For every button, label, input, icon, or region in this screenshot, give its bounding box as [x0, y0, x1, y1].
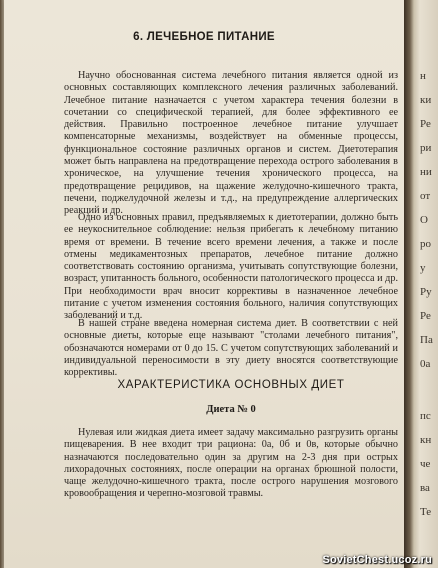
facing-page-fragment: Ре [420, 118, 431, 130]
facing-page-fragment: ва [420, 482, 430, 494]
facing-page-edge [404, 0, 438, 568]
facing-page-fragment: ри [420, 142, 432, 154]
facing-page-fragment: 0а [420, 358, 431, 370]
facing-page-fragment: Ру [420, 286, 432, 298]
facing-page-fragment: н [420, 70, 426, 82]
facing-page-fragment: Па [420, 334, 433, 346]
facing-page-fragment: Те [420, 506, 432, 518]
facing-page-fragment: ро [420, 238, 431, 250]
paragraph-diet-zero: Нулевая или жидкая диета имеет задачу максимально разгрузить органы пищеварения. В нее входит три рациона: 0а, 0б и 0в, которые обычно назначаются последовательно один за другим на 2-3 дня при острых лихорадочных состояниях, после операции на органах брюшной полости, чаще желудочно-кишечного тракта, после острого нарушения мозгового кровообращения и черепно-мозговой травмы. [64, 427, 398, 500]
paragraph-diet-system: В нашей стране введена номерная система диет. В соответствии с ней основные диеты, которые еще называют "столами лечебного питания", обозначаются номерами от 0 до 15. С учетом сопутствующих заболеваний и индивидуальной переносимости в эту диету вносятся соответствующие коррективы. [64, 318, 398, 379]
section-heading: ХАРАКТЕРИСТИКА ОСНОВНЫХ ДИЕТ [117, 379, 345, 391]
facing-page-fragment: пс [420, 410, 431, 422]
chapter-title: 6. ЛЕЧЕБНОЕ ПИТАНИЕ [133, 31, 275, 43]
facing-page-fragment: Ре [420, 310, 431, 322]
facing-page-fragment: кн [420, 434, 432, 446]
diet-heading: Диета № 0 [206, 404, 256, 415]
facing-page-fragment: О [420, 214, 428, 226]
site-watermark: SovietChest.ucoz.ru [322, 554, 432, 566]
paragraph-rules: Одно из основных правил, предъявляемых к диетотерапии, должно быть ее неукоснительное соблюдение: нельзя прибегать к лечебному питанию время от времени. В течение всего времени лечения, а также и после отмены медикаментозных препаратов, лечебное питание должно соответствовать состоянию организма, учитывать сопутствующие болезни, возраст, упитанность больного, особенности патологического процесса и др. При необходимости врач вносит коррективы в назначенное лечебное питание с учетом изменения состояния больного, наличия сопутствующих заболеваний и т.д. [64, 212, 398, 322]
paragraph-intro: Научно обоснованная система лечебного питания является одной из основных составляющих комплексного лечения различных заболеваний. Лечебное питание назначается с учетом характера течения болезни в сочетании со специфической терапией, для более эффективного ее действия. Правильно построенное лечебное питание улучшает компенсаторные механизмы, воздействует на обменные процессы, функциональное состояние различных органов и систем. Диетотерапия может быть направлена на предотвращение перехода острого заболевания в хроническое, на улучшение течения хронического процесса, на предотвращение рецидивов, на щажение желудочно-кишечного тракта, печени, поджелудочной железы и т.д., на предупреждение аллергических реакций и др. [64, 70, 398, 217]
facing-page-fragment: у [420, 262, 426, 274]
facing-page-fragment: от [420, 190, 431, 202]
book-page [4, 0, 404, 568]
facing-page-fragment: ни [420, 166, 432, 178]
facing-page-fragment: ки [420, 94, 432, 106]
facing-page-fragment: че [420, 458, 431, 470]
